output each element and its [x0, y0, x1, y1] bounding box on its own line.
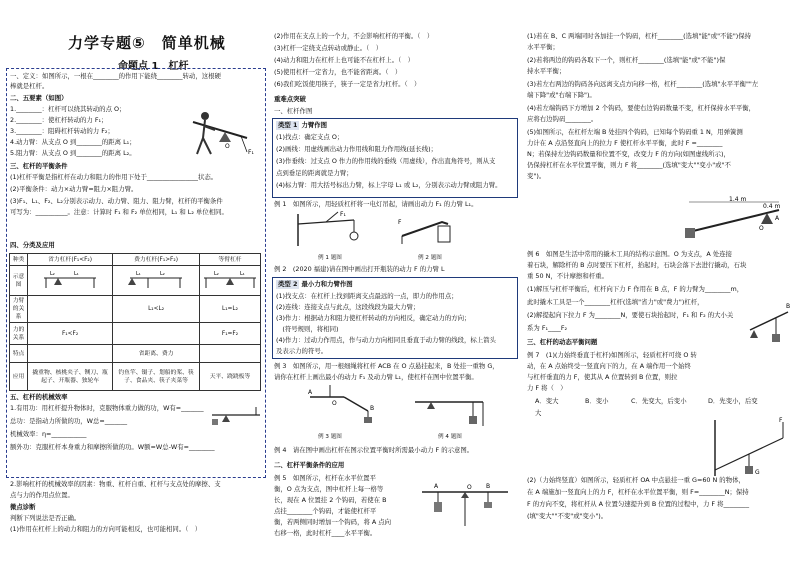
- point-label-b: B: [786, 303, 791, 310]
- example-text: 衡，O 点为支点，图中杠杆上每一格等: [274, 485, 384, 493]
- table-cell: 天平、跷跷板等: [199, 363, 260, 391]
- table-cell: [199, 345, 260, 363]
- page-subtitle: 命题点 1 杠杆: [118, 61, 189, 72]
- svg-text:F₁: F₁: [248, 149, 254, 156]
- example-text: 例 3 如图所示，用一根细绳将杠杆 ACB 在 O 点悬挂起来，B 处挂一重物 G，: [274, 362, 499, 370]
- example-text: 重 50 N，不计摩擦和杆重。: [527, 272, 608, 280]
- lever-diagram-icon: [42, 268, 98, 290]
- text-line: 持水平平衡；: [527, 67, 566, 75]
- svg-text:B: B: [370, 405, 375, 412]
- table-cell: 省距离、费力: [113, 345, 200, 363]
- text-line: N；若保持左边钩码数量和位置不变，改变力 F 的方向(如图虚线所示)，: [527, 150, 730, 158]
- text-line: (3)杠杆一定绕支点转动或静止。（ ）: [274, 44, 383, 52]
- text-line: 端下降"或"右端下降")。: [527, 91, 596, 99]
- text-line: (1)找支点：在杠杆上找到距离支点最远的一点，即力的作用点；: [276, 292, 458, 300]
- text-line: (2)连线：连接支点与此点，这段线段为最大力臂；: [276, 303, 420, 311]
- length-label-a: 1.4 m: [729, 196, 747, 203]
- text-line: 及表示力的符号。: [276, 347, 328, 355]
- table-cell: 力的关系: [10, 323, 28, 345]
- text-line: 3.________：阻碍杠杆转动的力 F₂；: [10, 127, 114, 135]
- type-tag: 类型 2: [278, 280, 298, 288]
- svg-text:O: O: [332, 400, 337, 407]
- text-line: 额外功：克服杠杆本身重力和摩擦所做的功。W额=W总-W有=________: [10, 443, 215, 451]
- answer-option-cont: 大: [535, 409, 542, 417]
- example-text: (2)（力始终竖直）如图所示，轻质杠杆 OA 中点悬挂一重 G=60 N 的物体，: [527, 476, 745, 484]
- example-text: 例 1 如图所示，用轻质杠杆将一电灯吊起，请画出动力 F₁ 的力臂 L₁。: [274, 200, 478, 208]
- table-row: [10, 296, 261, 323]
- answer-option[interactable]: C．先变大，后变小: [631, 397, 687, 405]
- weight-label: G: [755, 469, 760, 476]
- table-cell: 示意图: [10, 266, 28, 296]
- lever-diagram-icon: [202, 268, 258, 290]
- example-text: 在 A 端施加一竖直向上的力 F，杠杆在水平位置平衡，则 F=________N；保持: [527, 488, 749, 496]
- type-heading: [276, 121, 327, 130]
- answer-option[interactable]: A．变大: [535, 397, 559, 405]
- section-heading: 三、杠杆的动态平衡问题: [527, 338, 598, 346]
- svg-text:L₂: L₂: [50, 271, 55, 277]
- svg-text:A: A: [308, 389, 313, 396]
- text-line: (3)作力：根据动力和阻力使杠杆转动的方向相反，确定动力的方向；: [276, 314, 471, 322]
- svg-text:B: B: [486, 483, 491, 490]
- table-header-row: [10, 254, 261, 266]
- text-line: (符号规则，将相同): [276, 325, 339, 333]
- point-label-a: A: [775, 215, 780, 222]
- text-line: (1)若在 B、C 两端同时各加挂一个钩码，杠杆________(选填"能"或"不能")保持: [527, 32, 752, 40]
- table-cell: 力臂的关系: [10, 296, 28, 323]
- answer-option[interactable]: B．变小: [585, 397, 609, 405]
- text-line: 4.动力臂：从支点 O 到________的距离 L₁；: [10, 138, 136, 146]
- text-line: (2)画线：用虚线画出动力作用线和阻力作用线(延长线)；: [276, 145, 438, 153]
- example-text: 与杠杆垂直的力 F，使其从 A 位置转到 B 位置，则拉: [527, 373, 678, 381]
- example-text: 系为 F₁____F₂: [527, 324, 568, 332]
- text-line: (3)若左右两边的钩码各向远离支点方向移一格，杠杆________(选填"水平平衡""左: [527, 80, 759, 88]
- figure-caption: 例 2 题图: [418, 255, 442, 261]
- example-text: F 的方向不变，将杠杆从 A 位置匀速提升到 B 位置的过程中，力 F 将________: [527, 500, 750, 508]
- efficiency-lever-figure: [210, 405, 262, 439]
- example-text: 例 5 如图所示，杠杆在水平位置平: [274, 474, 376, 482]
- example7b-lever-figure: [713, 418, 788, 478]
- text-line: 2.影响杠杆的机械效率的因素：物重、杠杆自重、杠杆与支点处的摩擦、支: [10, 480, 221, 488]
- lever-diagram-icon: [128, 268, 184, 290]
- figure-caption: 例 1 题图: [318, 255, 342, 261]
- lever-diagram-cell: [28, 266, 113, 296]
- example-text: 例 6 如图是生活中常用的撬木工具的结构示意图。O 为支点，A 处连接: [527, 250, 732, 258]
- text-line: 1.________：杠杆可以绕其转动的点 O；: [10, 105, 126, 113]
- text-line: (1)找点：确定支点 O；: [276, 133, 344, 141]
- column-left: [0, 0, 268, 562]
- svg-text:L₂: L₂: [160, 271, 165, 277]
- text-line: 机械效率：η=___________: [10, 430, 87, 438]
- example-text: 例 7 (1)(力始终垂直于杠杆)如图所示，轻质杠杆可绕 O 转: [527, 351, 697, 359]
- page-title: 力学专题⑤ 简单机械: [68, 34, 226, 52]
- example4-lever-figure: [413, 392, 493, 426]
- text-line: (1)作用在杠杆上的动力和阻力的方向可能相反，也可能相同。（ ）: [10, 525, 202, 533]
- example-text: 力 F 将（ ）: [527, 384, 567, 392]
- text-line: 变")。: [527, 172, 546, 180]
- svg-text:L₁: L₁: [136, 271, 141, 277]
- example-text: 衡，若两侧同时增加一个钩码，将 A 点向: [274, 518, 392, 526]
- example-text: 例 2 (2020 福建)请在图中画出打开瓶装的动力 F 的力臂 L: [274, 265, 445, 273]
- table-header: 等臂杠杆: [199, 254, 260, 266]
- text-line: 水平平衡；: [527, 43, 559, 51]
- text-line: (1)杠杆平衡是指杠杆在动力和阻力的作用下处于________________状态。: [10, 173, 218, 181]
- example7-pivot-figure: [748, 300, 792, 350]
- text-line: (4)作力：过动力作用点，作与动力方向相同且垂直于动力臂的线段，标上箭头: [276, 336, 496, 344]
- table-cell: L₁<L₂: [113, 296, 200, 323]
- example-text: (填"变大""不变"或"变小")。: [527, 512, 608, 520]
- lever-person-figure: [185, 102, 255, 162]
- example-text: 长，现在 A 位置挂 2 个钩码，若使在 B: [274, 496, 387, 504]
- table-row: [10, 363, 261, 391]
- example-text: 点挂________个钩码，才能使杠杆平: [274, 507, 377, 515]
- svg-text:F: F: [398, 219, 402, 226]
- text-line: (3)作垂线：过支点 O 作力的作用线的垂线（用虚线），作出直角符号，则从支: [276, 157, 496, 165]
- example-text: 此时撬木工具是一个________杠杆(选填"省力"或"费力")杠杆，: [527, 298, 704, 306]
- table-row: [10, 266, 261, 296]
- text-line: (2)若将两边的钩码各取下一个，则杠杆________(选填"能"或"不能")保: [527, 56, 726, 64]
- svg-text:O: O: [467, 484, 472, 491]
- figure-caption: 例 3 题图: [318, 434, 342, 440]
- text-line: 总功：是指动力所做的功，W总=_______: [10, 417, 128, 425]
- text-line: 力计在 A 点沿竖直向上的拉力 F 使杠杆水平平衡，此时 F =________: [527, 139, 723, 147]
- example-text: 着石块，解除杆的 B 点时要压下杠杆，抬起时，石块会落下去进行撬动，石块: [527, 261, 747, 269]
- example-text: 例 4 请在图中画出杠杆在图示位置平衡时所需最小动力 F 的示意图。: [274, 446, 474, 454]
- text-line: 判断下列说法是否正确。: [10, 514, 81, 522]
- section-heading: 四、分类及应用: [10, 241, 55, 249]
- table-header: 省力杠杆(F₁<F₂): [28, 254, 113, 266]
- example-text: 动，在 A 点始终受一竖直向下的力，在 A 端作用一个始终: [527, 362, 691, 370]
- svg-text:A: A: [434, 483, 439, 490]
- table-cell: [28, 296, 113, 323]
- example-text: (2)解提起向下拉力 F 为________N，要使石块抬起时，F₁ 和 F₂ 的大小关: [527, 311, 734, 319]
- section-heading: 一、杠杆作图: [274, 107, 313, 115]
- table-cell: 特点: [10, 345, 28, 363]
- section-heading: 微点诊断: [10, 503, 36, 511]
- section-heading: 二、杠杆平衡条件的应用: [274, 461, 345, 469]
- table-cell: 应用: [10, 363, 28, 391]
- type-heading: [276, 280, 353, 289]
- table-header: 种类: [10, 254, 28, 266]
- point-label-o: O: [759, 225, 764, 232]
- text-line: (4)动力和阻力在杠杆上也可能不在杠杆上。（ ）: [274, 56, 415, 64]
- example2-opener-figure: [398, 214, 458, 246]
- text-line: 2.________：使杠杆转动的力 F₁；: [10, 116, 108, 124]
- table-cell: F₁<F₂: [28, 323, 113, 345]
- text-line: 1.有用功：用杠杆提升物体时，克服物体重力做的功，W有=_______: [10, 404, 204, 412]
- type-title: 最小力和力臂作图: [301, 280, 353, 288]
- text-line: (4)标力臂：用大括号标出力臂，标上字母 L₁ 或 L₂，分别表示动力臂或阻力臂。: [276, 181, 502, 189]
- table-row: [10, 345, 261, 363]
- table-cell: [113, 323, 200, 345]
- svg-text:L₁: L₁: [239, 271, 245, 277]
- table-cell: 钓鱼竿、镊子、划船的桨、筷子、食品夹、筷子夹菜等: [113, 363, 200, 391]
- svg-text:F₁: F₁: [340, 211, 346, 218]
- svg-text:L₂: L₂: [213, 271, 219, 277]
- lever-types-table: [9, 253, 261, 391]
- svg-text:O: O: [225, 143, 230, 150]
- section-heading: 重难点突破: [274, 95, 306, 103]
- text-line: (5)使用杠杆一定省力，也不能省距离。（ ）: [274, 68, 402, 76]
- text-line: 一、定义：如图所示，一根在________的作用下能绕________转动，这根硬: [10, 72, 221, 80]
- section-heading: 五、杠杆的机械效率: [10, 393, 68, 401]
- text-line: 可写为：__________。注意：计算时 F₁ 和 F₂ 单位相同，L₁ 和 L₂ 单位相同。: [10, 208, 228, 216]
- example5-balance-figure: [418, 478, 513, 528]
- text-line: (2)作用在支点上的一个力，不会影响杠杆的平衡。（ ）: [274, 32, 434, 40]
- text-line: (3)F₁、L₁、F₂、L₂分别表示动力、动力臂、阻力、阻力臂，杠杆的平衡条件: [10, 197, 223, 205]
- example-text: 右移一格，此时杠杆____水平平衡。: [274, 529, 377, 537]
- text-line: (4)若左端钩码下方增加 2 个钩码，要使右边钩码数量不变，杠杆保持水平平衡，: [527, 104, 756, 112]
- lever-diagram-cell: [199, 266, 260, 296]
- figure-caption: 例 4 题图: [438, 434, 462, 440]
- section-heading: 三、杠杆的平衡条件: [10, 162, 68, 170]
- example6-tool-figure: [683, 198, 788, 248]
- text-line: 点到垂足的距离就是力臂；: [276, 169, 353, 177]
- text-line: 仍保持杠杆在水平位置平衡，则力 F 将________(选填"变大""变小"或"不: [527, 161, 731, 169]
- table-header: 费力杠杆(F₁>F₂): [113, 254, 200, 266]
- type-tag: 类型 1: [278, 121, 298, 129]
- text-line: (6)我们吃饭使用筷子，筷子一定是省力杠杆。（ ）: [274, 80, 421, 88]
- type-title: 力臂作图: [301, 121, 328, 129]
- column-middle: [268, 0, 518, 562]
- table-cell: 撬重物、核桃夹子、铡刀、瓶起子、开瓶器、独轮车: [28, 363, 113, 391]
- example3-lever-figure: [308, 385, 378, 425]
- example1-lamp-figure: [296, 212, 366, 248]
- table-row: [10, 323, 261, 345]
- section-heading: 二、五要素（如图）: [10, 94, 68, 102]
- example-text: 请你在杠杆上画出最小的动力 F₁ 及动力臂 L₁，使杠杆在图中位置平衡。: [274, 373, 478, 381]
- table-cell: F₁=F₂: [199, 323, 260, 345]
- text-line: 棒就是杠杆。: [10, 82, 49, 90]
- text-line: 点与力的作用点位置。: [10, 491, 74, 499]
- text-line: 应将右边钩码________。: [527, 115, 598, 123]
- text-line: (5)如图所示，在杠杆左端 B 处挂四个钩码，已知每个钩码重 1 N，用弹簧测: [527, 128, 743, 136]
- table-cell: [28, 345, 113, 363]
- table-cell: L₁=L₂: [199, 296, 260, 323]
- answer-option[interactable]: D．先变小，后变: [708, 397, 758, 405]
- example-text: (1)解压与杠杆平衡后，杠杆向下力 F 作用在 B 点，F 的力臂为________m，: [527, 285, 744, 293]
- text-line: 5.阻力臂：从支点 O 到________的距离 L₂。: [10, 149, 136, 157]
- lever-diagram-cell: [113, 266, 200, 296]
- svg-text:L₁: L₁: [74, 271, 79, 277]
- length-label-b: 0.4 m: [763, 203, 781, 210]
- text-line: (2)平衡条件：动力×动力臂=阻力×阻力臂。: [10, 185, 138, 193]
- column-right: [523, 0, 794, 562]
- force-label: F: [779, 417, 783, 424]
